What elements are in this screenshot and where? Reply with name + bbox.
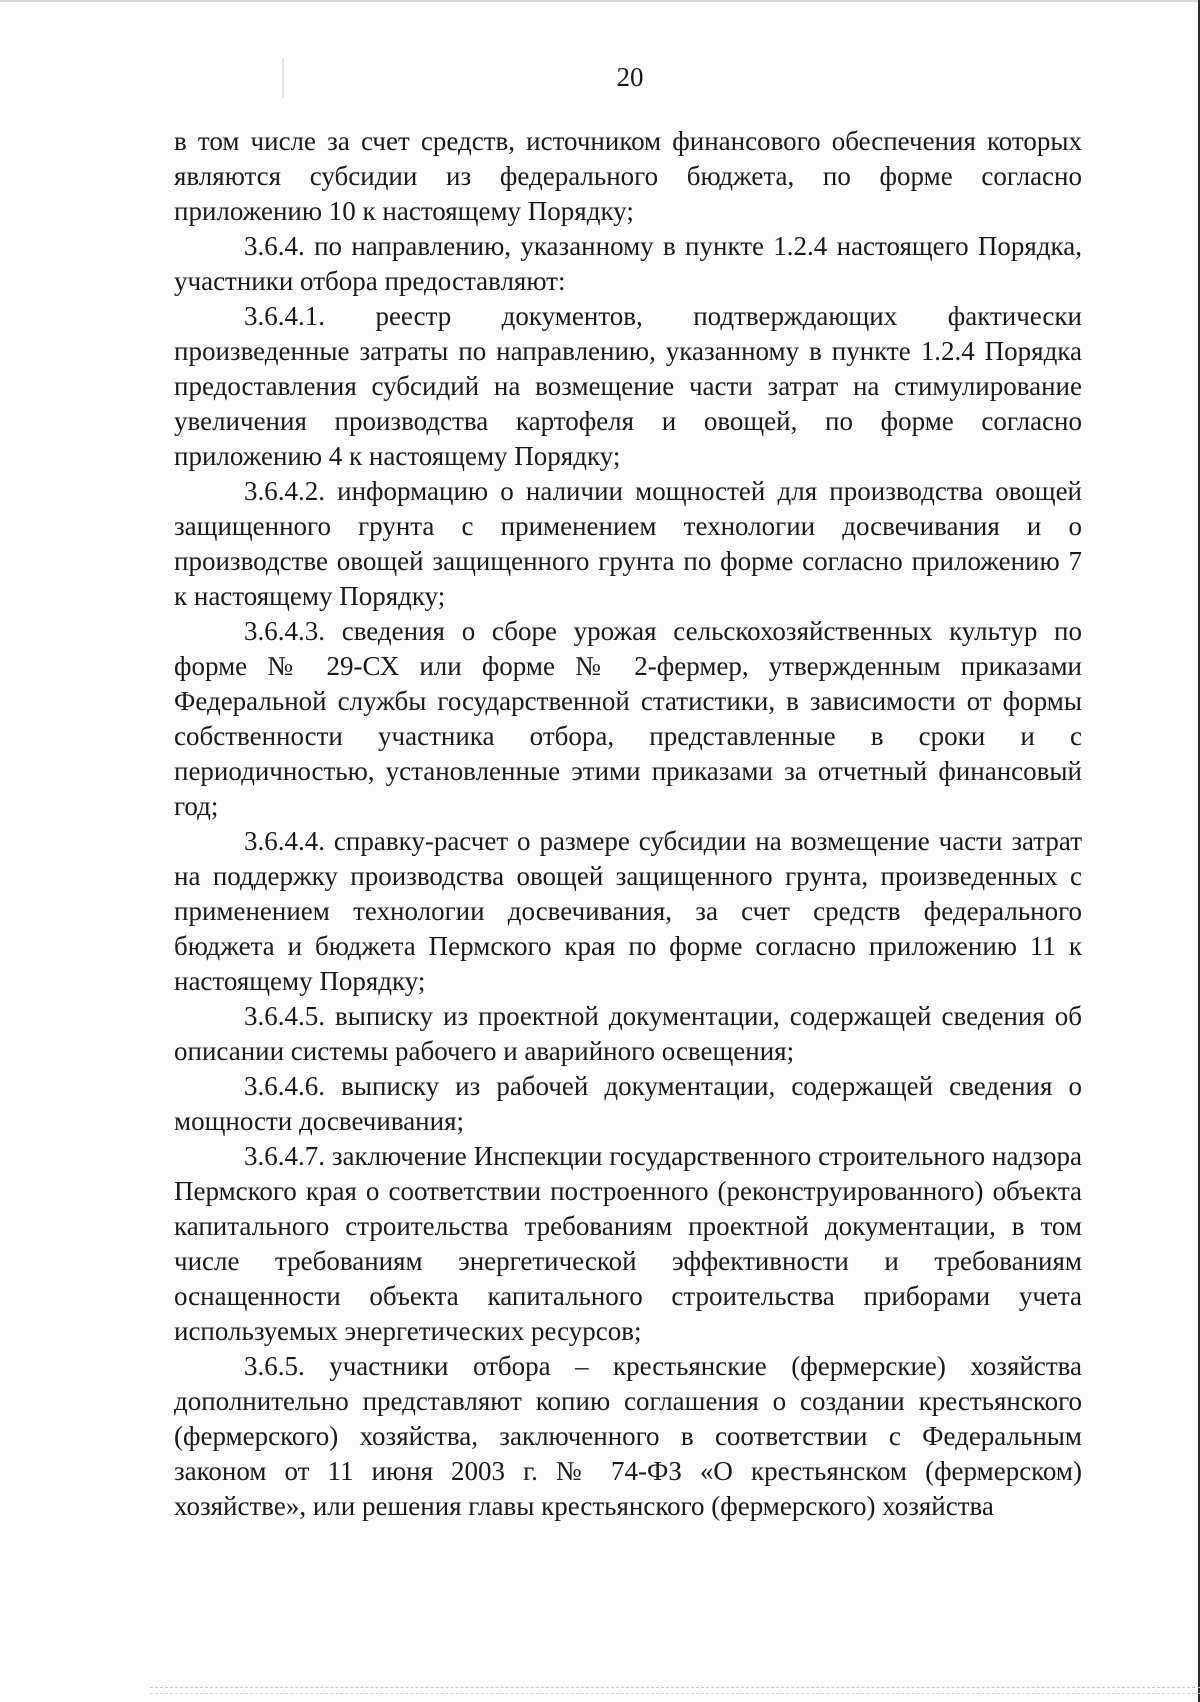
document-body	[174, 124, 1082, 1524]
paragraph-3-6-4-4: 3.6.4.4. справку-расчет о размере субсидии на возмещение части затрат на поддержку производства овощей защищенного грунта, произведенных с применением технологии досвечивания, за счет средств федерального бюджета и бюджета Пермского края по форме согласно приложению 11 к настоящему Порядку;	[174, 826, 1082, 996]
scan-bottom-edge-secondary	[150, 1693, 1200, 1694]
paragraph-3-6-5: 3.6.5. участники отбора – крестьянские (фермерские) хозяйства дополнительно представляют копию соглашения о создании крестьянского (фермерского) хозяйства, заключенного в соответствии с Федеральным законом от 11 июня 2003 г. № 74-ФЗ «О крестьянском (фермерском) хозяйстве», или решения главы крестьянского (фермерского) хозяйства	[174, 1351, 1082, 1521]
paragraph-3-6-4: 3.6.4. по направлению, указанному в пункте 1.2.4 настоящего Порядка, участники отбора предоставляют:	[174, 231, 1082, 296]
paragraph-continuation: в том числе за счет средств, источником финансового обеспечения которых являются субсидии из федерального бюджета, по форме согласно приложению 10 к настоящему Порядку;	[174, 126, 1082, 226]
paragraph-3-6-4-1: 3.6.4.1. реестр документов, подтверждающих фактически произведенные затраты по направлению, указанному в пункте 1.2.4 Порядка предоставления субсидий на возмещение части затрат на стимулирование увеличения производства картофеля и овощей, по форме согласно приложению 4 к настоящему Порядку;	[174, 301, 1082, 471]
paragraph-3-6-4-5: 3.6.4.5. выписку из проектной документации, содержащей сведения об описании системы рабочего и аварийного освещения;	[174, 1001, 1082, 1066]
paragraph-3-6-4-7: 3.6.4.7. заключение Инспекции государственного строительного надзора Пермского края о соответствии построенного (реконструированного) объекта капитального строительства требованиям проектной документации, в том числе требованиям энергетической эффективности и требованиям оснащенности объекта капитального строительства приборами учета используемых энергетических ресурсов;	[174, 1141, 1082, 1346]
paragraph-3-6-4-6: 3.6.4.6. выписку из рабочей документации, содержащей сведения о мощности досвечивания;	[174, 1071, 1082, 1136]
scan-top-edge	[0, 0, 1200, 2]
page-number: 20	[616, 62, 644, 92]
paragraph-3-6-4-2: 3.6.4.2. информацию о наличии мощностей для производства овощей защищенного грунта с применением технологии досвечивания и о производстве овощей защищенного грунта по форме согласно приложению 7 к настоящему Порядку;	[174, 476, 1082, 611]
scan-bottom-edge	[150, 1687, 1200, 1688]
paragraph-3-6-4-3: 3.6.4.3. сведения о сборе урожая сельскохозяйственных культур по форме № 29-СХ или форме № 2-фермер, утвержденным приказами Федеральной службы государственной статистики, в зависимости от формы собственности участника отбора, представленные в сроки и с периодичностью, установленные этими приказами за отчетный финансовый год;	[174, 616, 1082, 821]
